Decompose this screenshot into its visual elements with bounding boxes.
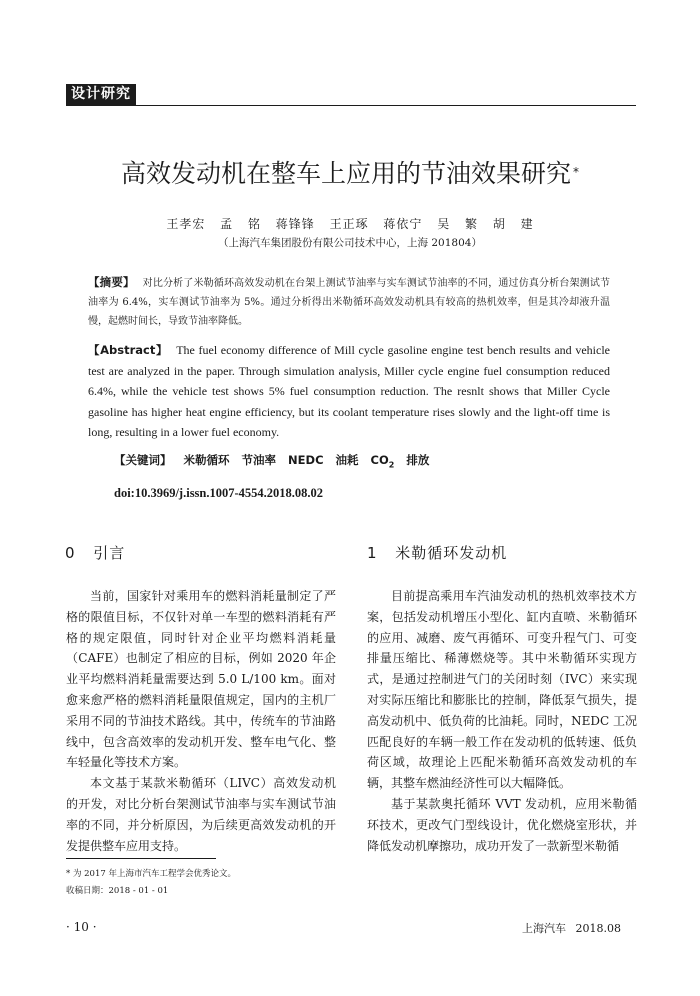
keywords-label: 【关键词】 (114, 453, 172, 467)
affiliation: （上海汽车集团股份有限公司技术中心，上海 201804） (218, 237, 482, 249)
title-footnote-mark: * (573, 165, 579, 179)
footnote-award: * 为 2017 年上海市汽车工程学会优秀论文。 (66, 869, 236, 879)
section-0-paragraph-1: 当前，国家针对乘用车的燃料消耗量制定了严格的限值目标，不仅针对单一车型的燃料消耗有严格的规定限值，同时针对企业平均燃料消耗量（CAFE）也制定了相应的目标，例如 2020 年企业平均燃料消耗量需要达到 5.0 L/100 km。面对愈来愈严格的燃料消耗量限值规定，国内的主机厂采用不同的节油技术路线。其中，传统车的节油路线中，包含高效率的发动机开发、整车电气化、整车轻量化等技术方案。 (66, 589, 336, 770)
abstract-en (88, 340, 610, 443)
keyword-3: NEDC 油耗 (288, 453, 359, 467)
section-1-heading: 1 米勒循环发动机 (367, 544, 508, 562)
section-0-heading: 0 引言 (65, 544, 126, 562)
abstract-en-text: The fuel economy difference of Mill cycle gasoline engine test bench results and vehicle test are analyzed in the paper. Through simulation analysis, Miller cycle engine fuel consumption reduced 6.4%, while the vehicle test shows 5% fuel consumption reduction. The resnlt shows that Miller Cycle gasoline has higher heat engine efficiency, but its coolant temperature rises slowly and the light-off time is long, resulting in a lower fuel economy. (88, 343, 610, 439)
right-column (367, 586, 637, 856)
footnote-rule (66, 858, 216, 859)
keyword-2: 节油率 (241, 453, 277, 467)
abstract-cn (88, 273, 610, 331)
abstract-cn-label: 【摘要】 (88, 275, 135, 289)
article-title (0, 157, 700, 191)
section-1-paragraph-1: 目前提高乘用车汽油发动机的热机效率技术方案，包括发动机增压小型化、缸内直喷、米勒循环的应用、减磨、废气再循环、可变升程气门、可变排量压缩比、稀薄燃烧等。其中米勒循环实现方式，是通过控制进气门的关闭时刻（IVC）来实现对实际压缩比和膨胀比的控制，降低泵气损失，提高发动机中、低负荷的比油耗。同时，NEDC 工况匹配良好的车辆一般工作在发动机的低转速、低负荷区域，故理论上匹配米勒循环高效发动机的车辆，其整车燃油经济性可以大幅降低。 (367, 589, 637, 791)
authors: 王孝宏 孟 铭 蒋锋锋 王正琢 蒋依宁 吴 繁 胡 建 (166, 217, 534, 231)
keyword-4-tail: 排放 (406, 453, 430, 467)
section-0-paragraph-2: 本文基于某款米勒循环（LIVC）高效发动机的开发，对比分析台架测试节油率与实车测试节油率的不同，并分析原因，为后续更高效发动机的开发提供整车应用支持。 (66, 776, 336, 853)
abstract-en-label: 【Abstract】 (88, 343, 169, 357)
keyword-4 (370, 453, 430, 470)
page-number: · 10 · (66, 920, 97, 934)
section-tag: 设计研究 (66, 84, 136, 105)
doi: doi:10.3969/j.issn.1007-4554.2018.08.02 (114, 486, 324, 500)
section-tag-rule (66, 105, 636, 106)
keyword-4-main: CO (370, 453, 389, 467)
keywords (114, 452, 429, 469)
title-text: 高效发动机在整车上应用的节油效果研究 (120, 159, 571, 188)
journal-footer: 上海汽车 2018.08 (522, 922, 621, 935)
section-1-paragraph-2: 基于某款奥托循环 VVT 发动机，应用米勒循环技术，更改气门型线设计，优化燃烧室形状，并降低发动机摩擦功，成功开发了一款新型米勒循 (367, 796, 637, 853)
keyword-4-subscript: 2 (388, 460, 395, 470)
abstract-cn-text: 对比分析了米勒循环高效发动机在台架上测试节油率与实车测试节油率的不同，通过仿真分析台架测试节油率为 6.4%，实车测试节油率为 5%。通过分析得出米勒循环高效发动机具有较高的热机效率，但是其冷却液升温慢，起燃时间长，导致节油率降低。 (88, 278, 611, 327)
keyword-1: 米勒循环 (183, 453, 230, 467)
footnote-received-date: 收稿日期：2018 - 01 - 01 (66, 886, 169, 896)
left-column (66, 586, 336, 856)
